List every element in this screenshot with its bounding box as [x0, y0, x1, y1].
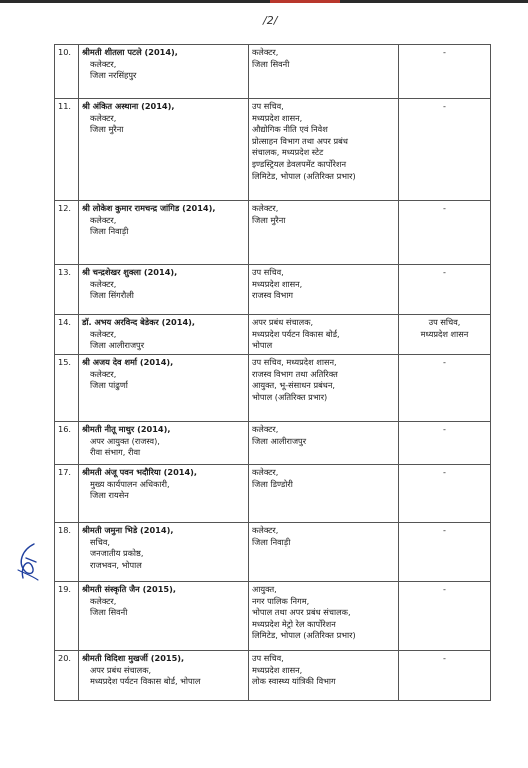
serial-number: 15. — [55, 355, 79, 422]
new-posting-cell — [249, 315, 399, 355]
current-posting-line: जिला निवाड़ी — [90, 226, 129, 237]
current-posting-line: जिला नरसिंहपुर — [90, 70, 137, 81]
new-posting-line: लिमिटेड, भोपाल (अतिरिक्त प्रभार) — [252, 170, 356, 181]
new-posting-line: भोपाल — [252, 340, 273, 351]
table-row — [55, 422, 491, 465]
serial-number: 12. — [55, 201, 79, 265]
new-posting-line: उप सचिव, — [252, 267, 284, 277]
table-row — [55, 465, 491, 523]
officer-cell — [79, 315, 249, 355]
serial-number: 18. — [55, 523, 79, 582]
officer-cell — [79, 355, 249, 422]
officer-name: श्री चन्द्रशेखर शुक्ला (2014), — [82, 267, 178, 277]
current-posting-line: कलेक्टर, — [90, 328, 117, 339]
new-posting-cell — [249, 523, 399, 582]
new-posting-line: राजस्व विभाग तथा अतिरिक्त — [252, 368, 338, 379]
new-posting-line: मध्यप्रदेश शासन, — [252, 278, 303, 289]
serial-number: 16. — [55, 422, 79, 465]
officer-cell — [79, 523, 249, 582]
table-row — [55, 355, 491, 422]
new-posting-cell — [249, 582, 399, 651]
officer-cell — [79, 265, 249, 315]
current-posting-line: मुख्य कार्यपालन अधिकारी, — [90, 478, 170, 489]
new-posting-cell — [249, 651, 399, 701]
new-posting-line: कलेक्टर, — [252, 203, 279, 213]
new-posting-line: जिला डिण्डोरी — [252, 478, 293, 489]
table-row — [55, 651, 491, 701]
new-posting-line: लोक स्वास्थ्य यांत्रिकी विभाग — [252, 676, 336, 687]
new-posting-line: उप सचिव, — [252, 101, 284, 111]
new-posting-line: आयुक्त, भू-संसाधन प्रबंधन, — [252, 380, 335, 391]
new-posting-line: मध्यप्रदेश शासन, — [252, 112, 303, 123]
new-posting-line: राजस्व विभाग — [252, 290, 294, 301]
remark-cell: - — [399, 265, 491, 315]
new-posting-line: आयुक्त, — [252, 584, 277, 594]
officer-name: श्रीमती विदिशा मुखर्जी (2015), — [82, 653, 185, 663]
new-posting-line: औद्योगिक नीति एवं निवेश — [252, 124, 328, 135]
current-posting-line: रीवा संभाग, रीवा — [90, 447, 141, 458]
remark-cell: - — [399, 651, 491, 701]
new-posting-line: जिला सिवनी — [252, 58, 290, 69]
remark-line: मध्यप्रदेश शासन — [420, 328, 469, 339]
new-posting-line: मध्यप्रदेश मेट्रो रेल कार्पोरेशन — [252, 618, 336, 629]
current-posting-line: जिला सिवनी — [90, 607, 128, 618]
serial-number: 14. — [55, 315, 79, 355]
new-posting-line: उप सचिव, — [252, 653, 284, 663]
current-posting-line: कलेक्टर, — [90, 368, 117, 379]
new-posting-cell — [249, 99, 399, 201]
page-number: /2/ — [263, 14, 278, 27]
new-posting-line: संचालक, मध्यप्रदेश स्टेट — [252, 147, 324, 158]
new-posting-line: लिमिटेड, भोपाल (अतिरिक्त प्रभार) — [252, 630, 356, 641]
remark-cell: - — [399, 201, 491, 265]
remark-cell: - — [399, 99, 491, 201]
officer-name: डॉ. अभय अरविन्द बेडेकर (2014), — [82, 317, 196, 327]
officer-name: श्रीमती अंजू पवन भदौरिया (2014), — [82, 467, 198, 477]
officer-cell — [79, 465, 249, 523]
remark-cell: - — [399, 45, 491, 99]
officer-name: श्री लोकेश कुमार रामचन्द्र जांगिड (2014), — [82, 203, 216, 213]
handwritten-signature — [14, 540, 42, 584]
officer-name: श्री अजय देव शर्मा (2014), — [82, 357, 174, 367]
current-posting-line: कलेक्टर, — [90, 595, 117, 606]
officer-cell — [79, 582, 249, 651]
officer-cell — [79, 201, 249, 265]
new-posting-line: कलेक्टर, — [252, 525, 279, 535]
new-posting-cell — [249, 45, 399, 99]
new-posting-line: कलेक्टर, — [252, 424, 279, 434]
serial-number: 19. — [55, 582, 79, 651]
new-posting-line: जिला मुरैना — [252, 214, 286, 225]
new-posting-line: जिला निवाड़ी — [252, 536, 291, 547]
current-posting-line: अपर प्रबंध संचालक, — [90, 664, 152, 675]
table-body — [55, 45, 491, 701]
new-posting-line: कलेक्टर, — [252, 467, 279, 477]
officer-cell — [79, 99, 249, 201]
top-scan-band — [0, 0, 528, 3]
remark-cell: - — [399, 422, 491, 465]
new-posting-line: प्रोत्साहन विभाग तथा अपर प्रबंध — [252, 135, 348, 146]
table-row — [55, 582, 491, 651]
top-scan-band-accent — [270, 0, 340, 3]
officer-cell — [79, 45, 249, 99]
new-posting-line: भोपाल तथा अपर प्रबंध संचालक, — [252, 607, 351, 618]
remark-cell: - — [399, 582, 491, 651]
new-posting-line: उप सचिव, मध्यप्रदेश शासन, — [252, 357, 337, 367]
current-posting-line: जिला सिंगरौली — [90, 290, 134, 301]
current-posting-line: जिला पांढुर्णा — [90, 380, 128, 391]
new-posting-cell — [249, 422, 399, 465]
serial-number: 17. — [55, 465, 79, 523]
current-posting-line: कलेक्टर, — [90, 278, 117, 289]
officer-name: श्रीमती नीतू माथुर (2014), — [82, 424, 171, 434]
officer-name: श्रीमती संस्कृति जैन (2015), — [82, 584, 176, 594]
table-row — [55, 315, 491, 355]
current-posting-line: जिला आलीराजपुर — [90, 340, 145, 351]
current-posting-line: जनजातीय प्रकोष्ठ, — [90, 548, 144, 559]
remark-cell: - — [399, 465, 491, 523]
new-posting-line: मध्यप्रदेश शासन, — [252, 664, 303, 675]
transfer-orders-table — [54, 44, 491, 701]
serial-number: 11. — [55, 99, 79, 201]
new-posting-line: भोपाल (अतिरिक्त प्रभार) — [252, 391, 328, 402]
remark-line: उप सचिव, — [428, 317, 461, 327]
table-row — [55, 45, 491, 99]
officer-name: श्री अंकित अस्थाना (2014), — [82, 101, 175, 111]
new-posting-cell — [249, 265, 399, 315]
new-posting-line: कलेक्टर, — [252, 47, 279, 57]
new-posting-line: जिला आलीराजपुर — [252, 435, 307, 446]
officer-name: श्रीमती जमुना भिडे (2014), — [82, 525, 174, 535]
new-posting-cell — [249, 465, 399, 523]
new-posting-cell — [249, 201, 399, 265]
current-posting-line: राजभवन, भोपाल — [90, 559, 142, 570]
serial-number: 20. — [55, 651, 79, 701]
table-row — [55, 265, 491, 315]
current-posting-line: सचिव, — [90, 536, 111, 547]
new-posting-cell — [249, 355, 399, 422]
current-posting-line: जिला रायसेन — [90, 490, 129, 501]
officer-name: श्रीमती शीतला पटले (2014), — [82, 47, 178, 57]
new-posting-line: अपर प्रबंध संचालक, — [252, 317, 314, 327]
current-posting-line: कलेक्टर, — [90, 112, 117, 123]
current-posting-line: मध्यप्रदेश पर्यटन विकास बोर्ड, भोपाल — [90, 676, 201, 687]
table-row — [55, 523, 491, 582]
table-row — [55, 99, 491, 201]
new-posting-line: इण्डस्ट्रियल डेवलपमेंट कार्पोरेशन — [252, 158, 347, 169]
current-posting-line: जिला मुरैना — [90, 124, 124, 135]
serial-number: 10. — [55, 45, 79, 99]
current-posting-line: अपर आयुक्त (राजस्व), — [90, 435, 160, 446]
new-posting-line: मध्यप्रदेश पर्यटन विकास बोर्ड, — [252, 328, 340, 339]
current-posting-line: कलेक्टर, — [90, 58, 117, 69]
remark-cell: - — [399, 355, 491, 422]
officer-cell — [79, 651, 249, 701]
new-posting-line: नगर पालिक निगम, — [252, 595, 310, 606]
remark-cell: - — [399, 523, 491, 582]
table-row — [55, 201, 491, 265]
officer-cell — [79, 422, 249, 465]
serial-number: 13. — [55, 265, 79, 315]
remark-cell — [399, 315, 491, 355]
current-posting-line: कलेक्टर, — [90, 214, 117, 225]
